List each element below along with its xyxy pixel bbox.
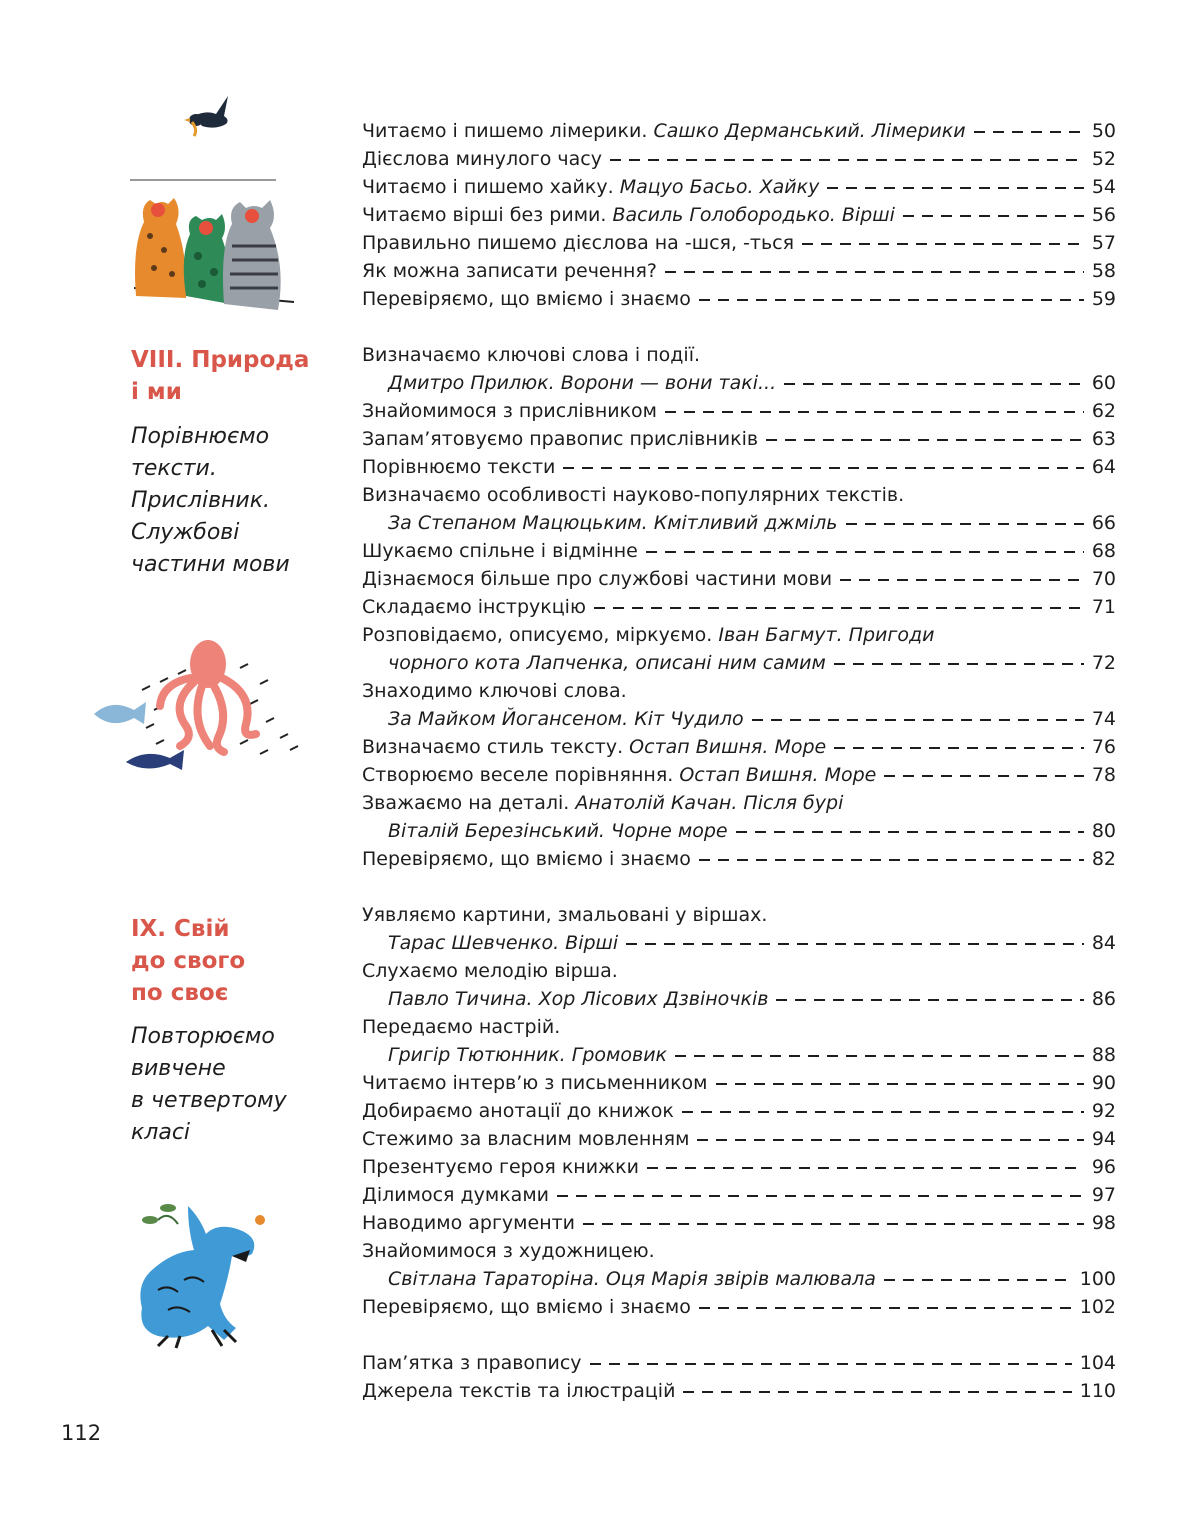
toc-entry[interactable]: [362, 229, 1116, 257]
toc-entry-text: Створюємо веселе порівняння.: [362, 764, 680, 786]
toc-entry-title: [362, 369, 776, 397]
toc-page-number: 76: [1091, 736, 1116, 758]
toc-entry-italic: Дмитро Прилюк. Ворони — вони такі...: [388, 372, 777, 394]
toc-page-number: 52: [1091, 148, 1116, 170]
dot-leader: [884, 775, 1083, 777]
toc-entry[interactable]: [362, 1153, 1116, 1181]
toc-entry[interactable]: [362, 285, 1116, 313]
toc-entry[interactable]: [362, 481, 1116, 509]
toc-page-number: 66: [1091, 512, 1116, 534]
toc-entry[interactable]: [362, 173, 1116, 201]
toc-entry-title: [362, 173, 819, 201]
toc-page-number: 110: [1079, 1380, 1116, 1402]
toc-entry-text: Шукаємо спільне і відмінне: [362, 540, 638, 562]
toc-entry[interactable]: [362, 1293, 1116, 1321]
dot-leader: [974, 131, 1084, 133]
toc-entry-title: [362, 677, 627, 705]
three-cats-illustration: [128, 176, 308, 326]
blue-hare-illustration: [128, 1200, 278, 1350]
toc-entry[interactable]: [362, 117, 1116, 145]
toc-page-number: 57: [1091, 232, 1116, 254]
toc-entry[interactable]: [362, 537, 1116, 565]
toc-page-number: 86: [1091, 988, 1116, 1010]
toc-entry-title: [362, 1153, 639, 1181]
dot-leader: [590, 1363, 1072, 1365]
toc-entry[interactable]: [362, 341, 1116, 369]
toc-page-number: 84: [1091, 932, 1116, 954]
toc-entry-text: Перевіряємо, що вміємо і знаємо: [362, 288, 691, 310]
toc-entry-text: Читаємо інтерв’ю з письменником: [362, 1072, 708, 1094]
toc-entry[interactable]: [362, 509, 1116, 537]
section-subtitle-line: в четвертому: [131, 1088, 287, 1113]
section-subtitle-line: Повторюємо: [131, 1024, 275, 1049]
toc-entry[interactable]: [362, 369, 1116, 397]
toc-entry-title: [362, 453, 555, 481]
section-8-subtitle: [131, 421, 290, 581]
toc-entry-title: [362, 593, 586, 621]
toc-page-number: 104: [1079, 1352, 1116, 1374]
toc-page-number: 68: [1091, 540, 1116, 562]
toc-entry-text: Дізнаємося більше про службові частини мови: [362, 568, 833, 590]
toc-page-number: 60: [1091, 372, 1116, 394]
toc-entry-title: [362, 565, 832, 593]
dot-leader: [784, 383, 1084, 385]
toc-entry-title: [362, 1209, 575, 1237]
section-8-title: [131, 344, 309, 408]
dot-leader: [802, 243, 1084, 245]
toc-entry[interactable]: [362, 733, 1116, 761]
toc-entry-text: Уявляємо картини, змальовані у віршах.: [362, 904, 768, 926]
section-subtitle-line: класі: [131, 1120, 191, 1145]
toc-entry-title: [362, 761, 876, 789]
toc-entry-text: Джерела текстів та ілюстрацій: [362, 1380, 676, 1402]
toc-entry-title: [362, 1125, 689, 1153]
toc-page-number: 82: [1091, 848, 1116, 870]
dot-leader: [626, 943, 1084, 945]
toc-page-number: 94: [1091, 1128, 1116, 1150]
toc-entry-title: [362, 257, 657, 285]
toc-entry[interactable]: [362, 1097, 1116, 1125]
dot-leader: [665, 271, 1084, 273]
toc-entry-italic: За Степаном Мацюцьким. Кмітливий джміль: [388, 512, 838, 534]
dot-leader: [699, 299, 1084, 301]
toc-page-number: 88: [1091, 1044, 1116, 1066]
dot-leader: [766, 439, 1084, 441]
toc-entry-text: Визначаємо стиль тексту.: [362, 736, 630, 758]
toc-page-number: 64: [1091, 456, 1116, 478]
toc-entry[interactable]: [362, 397, 1116, 425]
toc-entry-title: [362, 1097, 674, 1125]
toc-entry[interactable]: [362, 565, 1116, 593]
dot-leader: [610, 159, 1084, 161]
toc-entry-title: [362, 1041, 667, 1069]
toc-entry[interactable]: [362, 761, 1116, 789]
toc-entry-title: [362, 537, 638, 565]
toc-entry-title: [362, 1237, 655, 1265]
toc-entry-text: Дієслова минулого часу: [362, 148, 602, 170]
toc-entry-title: [362, 1265, 876, 1293]
toc-entry[interactable]: [362, 145, 1116, 173]
toc-page-number: 70: [1091, 568, 1116, 590]
toc-entry-text: Пам’ятка з правопису: [362, 1352, 582, 1374]
toc-page-number: 100: [1079, 1268, 1116, 1290]
toc-entry-title: [362, 901, 767, 929]
toc-entry-italic: Іван Багмут. Пригоди: [718, 624, 935, 646]
toc-entry-italic: За Майком Йогансеном. Кіт Чудило: [388, 708, 744, 730]
toc-entry[interactable]: [362, 1209, 1116, 1237]
dot-leader: [776, 999, 1083, 1001]
toc-entry[interactable]: [362, 677, 1116, 705]
toc-entry-title: [362, 285, 691, 313]
toc-entry[interactable]: [362, 453, 1116, 481]
toc-entry-title: [362, 817, 728, 845]
toc-entry-title: [362, 341, 700, 369]
toc-entry-text: Правильно пишемо дієслова на -шся, -ться: [362, 232, 795, 254]
toc-entry[interactable]: [362, 201, 1116, 229]
toc-page-number: 74: [1091, 708, 1116, 730]
toc-entry-text: Ділимося думками: [362, 1184, 550, 1206]
toc-entry[interactable]: [362, 593, 1116, 621]
section-subtitle-line: Прислівник.: [131, 488, 271, 513]
toc-entry-text: Знайомимося з прислівником: [362, 400, 658, 422]
toc-page-number: 54: [1091, 176, 1116, 198]
toc-page-number: 59: [1091, 288, 1116, 310]
dot-leader: [647, 1167, 1084, 1169]
toc-page-number: 92: [1091, 1100, 1116, 1122]
left-column: [0, 0, 340, 1530]
toc-page-number: 63: [1091, 428, 1116, 450]
dot-leader: [557, 1195, 1084, 1197]
dot-leader: [834, 747, 1084, 749]
toc-entry-title: [362, 425, 758, 453]
toc-entry-title: [362, 397, 657, 425]
toc-entry-title: [362, 1293, 691, 1321]
toc-entry-title: [362, 1349, 582, 1377]
toc-entry[interactable]: [362, 1181, 1116, 1209]
toc-entry-title: [362, 845, 691, 873]
toc-entry[interactable]: [362, 901, 1116, 929]
toc-page-number: 56: [1091, 204, 1116, 226]
section-9-subtitle: [131, 1021, 287, 1149]
section-title-line: по своє: [131, 980, 229, 1006]
toc-entry-title: [362, 1013, 560, 1041]
toc-entry-title: [362, 985, 768, 1013]
toc-entry[interactable]: [362, 1125, 1116, 1153]
toc-entry-title: [362, 789, 843, 817]
toc-entry[interactable]: [362, 257, 1116, 285]
section-subtitle-line: Порівнюємо: [131, 424, 270, 449]
bird-icon: [180, 92, 240, 144]
dot-leader: [683, 1391, 1071, 1393]
toc-entry-text: Розповідаємо, описуємо, міркуємо.: [362, 624, 719, 646]
toc-page-number: 71: [1091, 596, 1116, 618]
toc-entry-text: Слухаємо мелодію вірша.: [362, 960, 618, 982]
toc-page-number: 50: [1091, 120, 1116, 142]
toc-entry-italic: чорного кота Лапченка, описані ним самим: [388, 652, 826, 674]
toc-entry[interactable]: [362, 425, 1116, 453]
toc-entry[interactable]: [362, 1377, 1116, 1405]
toc-entry-title: [362, 929, 618, 957]
dot-leader: [884, 1279, 1072, 1281]
toc-entry-text: Стежимо за власним мовленням: [362, 1128, 690, 1150]
toc-entry-text: Добираємо анотації до книжок: [362, 1100, 674, 1122]
toc-page-number: 80: [1091, 820, 1116, 842]
toc-entry-italic: Сашко Дерманський. Лімерики: [653, 120, 966, 142]
toc-entry-text: Порівнюємо тексти: [362, 456, 556, 478]
toc-entry-text: Зважаємо на деталі.: [362, 792, 576, 814]
toc-entry[interactable]: [362, 649, 1116, 677]
dot-leader: [583, 1223, 1084, 1225]
section-title-line: і ми: [131, 379, 182, 405]
toc-entry-title: [362, 1069, 708, 1097]
toc-entry-text: Як можна записати речення?: [362, 260, 657, 282]
toc-entry-text: Складаємо інструкцію: [362, 596, 586, 618]
toc-entry-italic: Василь Голобородько. Вірші: [612, 204, 895, 226]
toc-entry-text: Читаємо і пишемо хайку.: [362, 176, 620, 198]
toc-entry-text: Читаємо вірші без рими.: [362, 204, 613, 226]
dot-leader: [675, 1055, 1084, 1057]
toc-entry-title: [362, 957, 618, 985]
toc-entry-title: [362, 733, 826, 761]
toc-entry[interactable]: [362, 1349, 1116, 1377]
toc-entry-title: [362, 509, 838, 537]
toc-entry[interactable]: [362, 1069, 1116, 1097]
dot-leader: [752, 719, 1084, 721]
toc-page-number: 72: [1091, 652, 1116, 674]
toc-entry[interactable]: [362, 1013, 1116, 1041]
toc-entry-title: [362, 621, 934, 649]
dot-leader: [834, 663, 1084, 665]
section-title-line: VIII. Природа: [131, 347, 310, 373]
toc-entry-title: [362, 117, 966, 145]
toc-entry-text: Знайомимося з художницею.: [362, 1240, 655, 1262]
toc-entry-italic: Остап Вишня. Море: [679, 764, 877, 786]
toc-entry[interactable]: [362, 985, 1116, 1013]
toc-page-number: 78: [1091, 764, 1116, 786]
toc-entry-text: Перевіряємо, що вміємо і знаємо: [362, 1296, 691, 1318]
dot-leader: [594, 607, 1084, 609]
toc-entry[interactable]: [362, 1265, 1116, 1293]
toc-entry-text: Передаємо настрій.: [362, 1016, 561, 1038]
toc-page-number: 90: [1091, 1072, 1116, 1094]
toc-entry[interactable]: [362, 845, 1116, 873]
toc-entry[interactable]: [362, 705, 1116, 733]
toc-entry-italic: Остап Вишня. Море: [629, 736, 827, 758]
dot-leader: [827, 187, 1083, 189]
toc-entry-text: Наводимо аргументи: [362, 1212, 576, 1234]
section-subtitle-line: частини мови: [131, 552, 290, 577]
dot-leader: [903, 215, 1084, 217]
toc-entry[interactable]: [362, 789, 1116, 817]
dot-leader: [563, 467, 1083, 469]
section-subtitle-line: тексти.: [131, 456, 217, 481]
toc-entry[interactable]: [362, 929, 1116, 957]
toc-page-number: 97: [1091, 1184, 1116, 1206]
dot-leader: [646, 551, 1084, 553]
toc-entry-italic: Світлана Тараторіна. Оця Марія звірів малювала: [388, 1268, 876, 1290]
dot-leader: [846, 523, 1084, 525]
toc-entry[interactable]: [362, 621, 1116, 649]
dot-leader: [716, 1083, 1084, 1085]
toc-entry[interactable]: [362, 1237, 1116, 1265]
dot-leader: [682, 1111, 1084, 1113]
toc-entry-title: [362, 649, 826, 677]
octopus-fish-illustration: [90, 634, 312, 776]
toc-page-number: 58: [1091, 260, 1116, 282]
section-subtitle-line: Службові: [131, 520, 240, 545]
page-number: 112: [61, 1421, 102, 1445]
toc-entry-italic: Павло Тичина. Хор Лісових Дзвіночків: [388, 988, 769, 1010]
toc-page-number: 96: [1091, 1156, 1116, 1178]
dot-leader: [840, 579, 1084, 581]
toc-entry[interactable]: [362, 817, 1116, 845]
toc-entry-text: Визначаємо ключові слова і події.: [362, 344, 701, 366]
toc-page-number: 98: [1091, 1212, 1116, 1234]
toc-entry-italic: Віталій Березінський. Чорне море: [388, 820, 728, 842]
toc-entry-text: Визначаємо особливості науково-популярних текстів.: [362, 484, 905, 506]
toc-entry-italic: Григір Тютюнник. Громовик: [388, 1044, 668, 1066]
toc-entry-title: [362, 229, 794, 257]
section-title-line: IX. Свій: [131, 916, 230, 942]
section-subtitle-line: вивчене: [131, 1056, 226, 1081]
toc-entry-text: Перевіряємо, що вміємо і знаємо: [362, 848, 691, 870]
dot-leader: [699, 859, 1084, 861]
toc-entry-italic: Мацуо Басьо. Хайку: [619, 176, 820, 198]
toc-entry-title: [362, 1181, 549, 1209]
toc-page-number: 102: [1079, 1296, 1116, 1318]
dot-leader: [665, 411, 1084, 413]
toc-page-number: 62: [1091, 400, 1116, 422]
toc-entry-title: [362, 145, 602, 173]
dot-leader: [697, 1139, 1083, 1141]
toc-entry-title: [362, 1377, 675, 1405]
section-9-title: [131, 913, 245, 1009]
toc-entry-text: Запам’ятовуємо правопис прислівників: [362, 428, 759, 450]
toc-entry[interactable]: [362, 1041, 1116, 1069]
toc-entry-italic: Анатолій Качан. Після бурі: [575, 792, 844, 814]
toc-entry[interactable]: [362, 957, 1116, 985]
toc-entry-text: Знаходимо ключові слова.: [362, 680, 627, 702]
section-title-line: до свого: [131, 948, 246, 974]
dot-leader: [699, 1307, 1072, 1309]
toc-entry-text: Читаємо і пишемо лімерики.: [362, 120, 654, 142]
toc-entry-text: Презентуємо героя книжки: [362, 1156, 640, 1178]
toc-entry-title: [362, 481, 904, 509]
toc-entry-title: [362, 705, 744, 733]
toc-entry-title: [362, 201, 895, 229]
toc-entry-italic: Тарас Шевченко. Вірші: [388, 932, 619, 954]
dot-leader: [736, 831, 1084, 833]
